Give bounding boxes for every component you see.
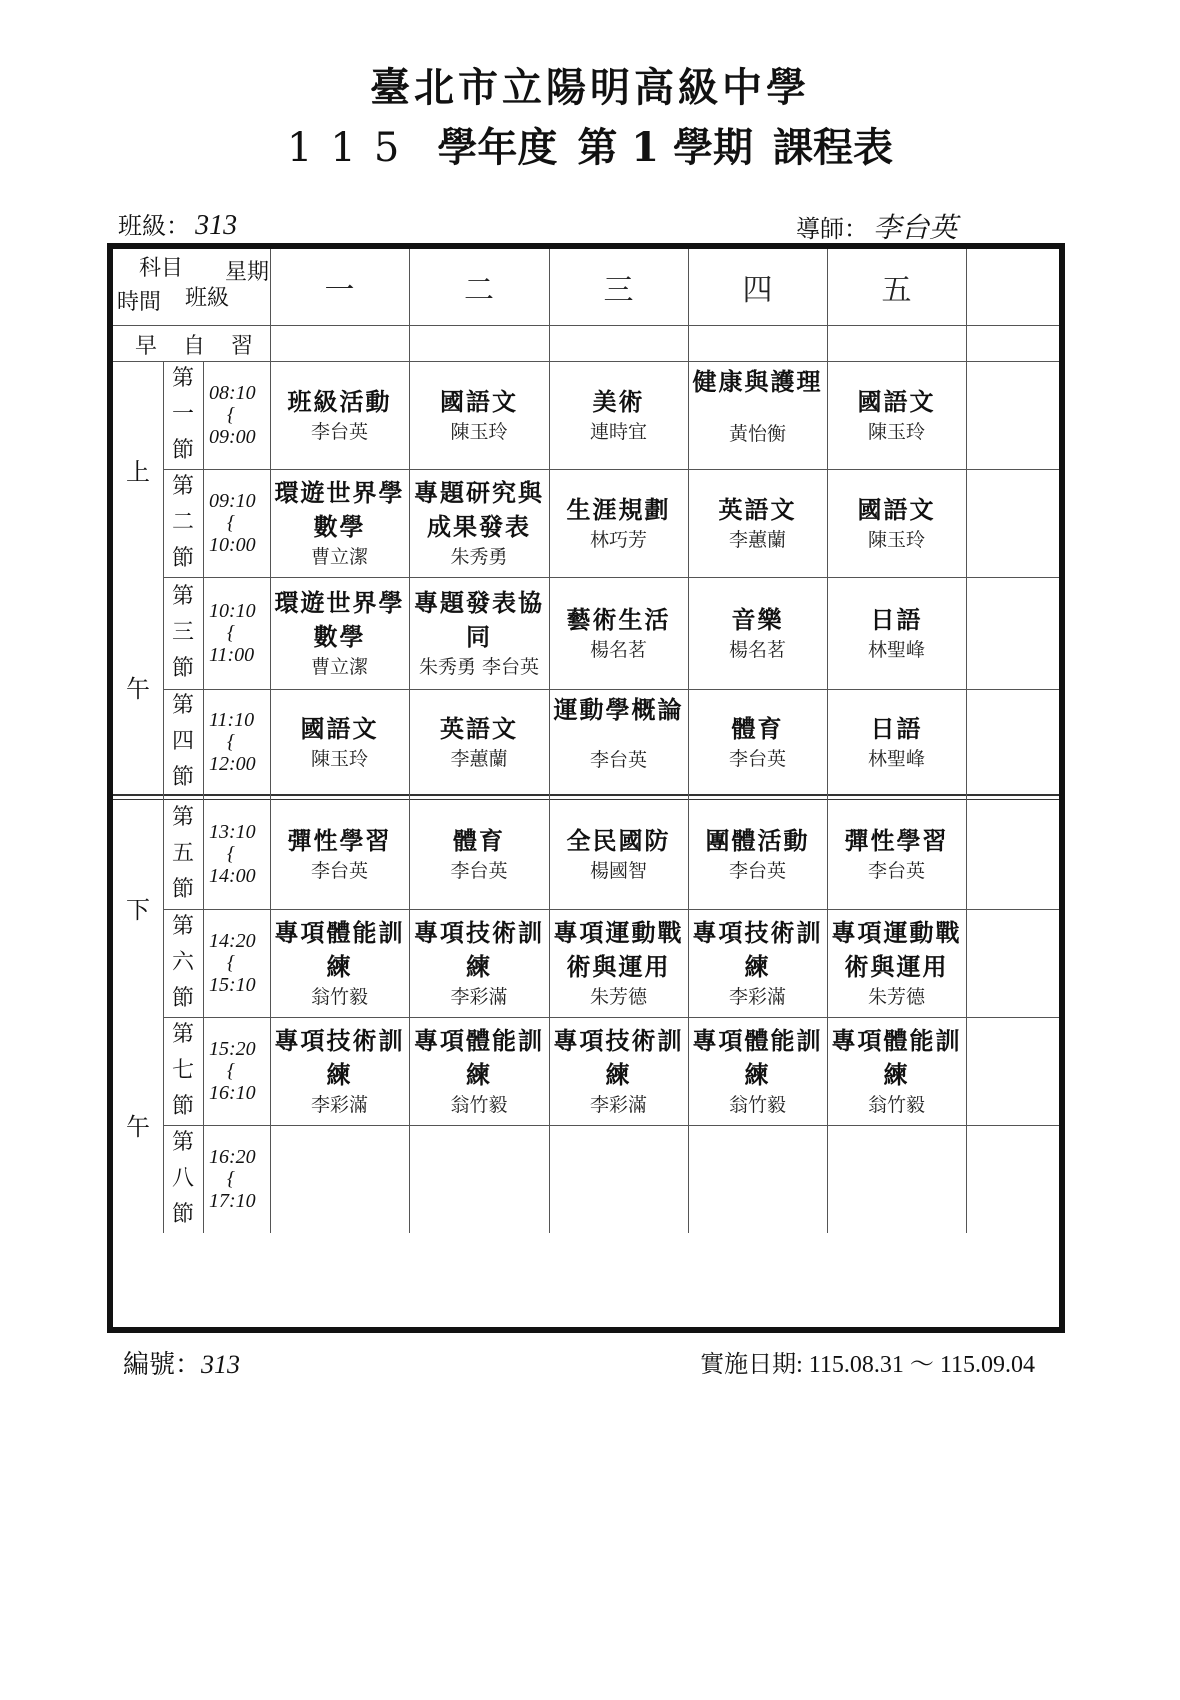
class-cell — [409, 361, 549, 469]
subject-line: 術與運用 — [844, 952, 949, 981]
class-cell — [827, 361, 966, 469]
period-label-char: 第 — [171, 693, 194, 718]
teacher-name: 連時宜 — [589, 421, 647, 443]
subject-line: 術與運用 — [566, 952, 671, 981]
subject-line: 國語文 — [857, 495, 936, 524]
subject-name — [719, 493, 797, 527]
class-cell — [409, 1017, 549, 1125]
morning-half-char-2: 午 — [126, 675, 150, 703]
period-time-separator: { — [227, 404, 235, 426]
period-label-char: 節 — [171, 765, 194, 790]
class-cell — [688, 577, 827, 689]
subject-line: 練 — [883, 1060, 910, 1089]
period-label — [163, 1125, 203, 1233]
afternoon-half-label — [113, 799, 163, 1233]
teacher-name: 李台英 — [310, 421, 368, 443]
corner-header-cell — [113, 249, 277, 325]
class-cell — [827, 909, 966, 1017]
teacher-name: 陳玉玲 — [450, 421, 508, 443]
academic-year: 115 — [286, 125, 418, 171]
period-start-time: 14:20 — [209, 930, 256, 952]
period-time — [203, 799, 270, 909]
subject-line: 藝術生活 — [566, 605, 671, 634]
subject-line: 專項技術訓 — [414, 918, 544, 947]
subject-line: 專項體能訓 — [414, 1026, 544, 1055]
subject-name — [567, 493, 671, 527]
period-label-char: 節 — [171, 656, 194, 681]
day-header-3: 三 — [603, 273, 634, 308]
period-label-char: 第 — [171, 474, 194, 499]
teacher-name: 黃怡衡 — [728, 423, 786, 445]
subject-name — [871, 603, 923, 637]
subject-name — [275, 476, 405, 544]
class-cell — [688, 469, 827, 577]
subject-line: 專項技術訓 — [692, 918, 823, 947]
class-cell — [270, 577, 409, 689]
subject-name — [732, 712, 784, 746]
morning-half-label — [113, 361, 163, 795]
subject-line: 專項體能訓 — [831, 1026, 962, 1055]
grid-vline — [966, 249, 967, 1233]
day-header-5: 五 — [881, 273, 912, 308]
period-start-time: 13:10 — [209, 821, 256, 843]
class-label: 班級： — [118, 212, 190, 240]
class-cell — [549, 469, 688, 577]
teacher-name: 朱秀勇 — [450, 546, 508, 568]
subject-line: 健康與護理 — [692, 367, 823, 396]
teacher-name: 翁竹毅 — [728, 1094, 786, 1116]
subject-line: 日語 — [870, 605, 923, 634]
teacher-name: 李彩滿 — [589, 1094, 647, 1116]
period-start-time: 11:10 — [209, 709, 255, 731]
subject-name — [414, 476, 544, 544]
period-end-time: 17:10 — [209, 1190, 256, 1212]
subject-name — [593, 385, 645, 419]
subject-line: 美術 — [592, 387, 645, 416]
subject-line: 專項技術訓 — [274, 1026, 405, 1055]
teacher-name: 李台英 — [728, 860, 786, 882]
mentor-info — [796, 206, 957, 246]
period-label — [163, 361, 203, 469]
subject-name — [301, 712, 379, 746]
subject-line: 彈性學習 — [287, 826, 392, 855]
period-label-char: 第 — [171, 584, 194, 609]
period-label-char: 第 — [171, 366, 194, 391]
subject-line: 練 — [326, 952, 353, 981]
subject-line: 數學 — [313, 622, 366, 651]
period-end-time: 09:00 — [209, 426, 256, 448]
class-cell — [549, 909, 688, 1017]
class-cell — [688, 1017, 827, 1125]
class-cell — [549, 689, 688, 795]
period-end-time: 11:00 — [209, 644, 255, 666]
period-label — [163, 799, 203, 909]
term-label: 第 1 學期 — [577, 124, 754, 171]
period-label-char: 第 — [171, 914, 194, 939]
subject-name — [275, 586, 405, 654]
effective-date — [700, 1344, 1035, 1379]
teacher-name: 陳玉玲 — [867, 529, 925, 551]
subject-line: 練 — [326, 1060, 353, 1089]
corner-subject: 科目 — [139, 256, 184, 281]
subject-line: 體育 — [731, 714, 784, 743]
period-label-char: 一 — [171, 402, 194, 427]
subject-name — [845, 824, 949, 858]
class-cell — [688, 799, 827, 909]
class-cell — [549, 799, 688, 909]
date-value: 115.08.31 ～ 115.09.04 — [808, 1352, 1035, 1378]
class-cell — [549, 1017, 688, 1125]
period-label-char: 第 — [171, 1022, 194, 1047]
teacher-name: 李蕙蘭 — [728, 529, 786, 551]
period-label-char: 二 — [171, 510, 194, 535]
teacher-name: 李台英 — [310, 860, 368, 882]
subject-line: 團體活動 — [705, 826, 810, 855]
period-label-char: 第 — [171, 805, 194, 830]
class-cell — [270, 469, 409, 577]
period-label-char: 五 — [171, 841, 194, 866]
timetable-title — [0, 116, 1180, 173]
subject-name — [453, 824, 505, 858]
class-cell — [270, 1017, 409, 1125]
teacher-name: 翁竹毅 — [867, 1094, 925, 1116]
teacher-name: 林巧芳 — [589, 529, 647, 551]
period-label-char: 八 — [171, 1166, 194, 1191]
period-start-time: 10:10 — [209, 600, 256, 622]
school-name: 臺北市立陽明高級中學 — [370, 64, 810, 111]
period-start-time: 09:10 — [209, 490, 256, 512]
subject-line: 環遊世界學 — [274, 478, 405, 507]
date-label: 實施日期: — [700, 1352, 803, 1378]
subject-name — [554, 916, 684, 984]
subject-name — [414, 916, 544, 984]
class-cell — [688, 1125, 827, 1233]
subject-line: 專項運動戰 — [831, 918, 962, 947]
subject-line: 練 — [466, 952, 492, 981]
subject-name — [288, 824, 392, 858]
teacher-name: 李台英 — [450, 860, 508, 882]
class-cell — [270, 909, 409, 1017]
teacher-name: 朱秀勇 李台英 — [418, 656, 540, 678]
subject-line: 音樂 — [731, 605, 784, 634]
class-cell — [827, 577, 966, 689]
day-header-2: 二 — [464, 273, 494, 308]
period-time — [203, 689, 270, 795]
subject-name — [832, 916, 962, 984]
subject-line: 運動學概論 — [553, 695, 684, 724]
period-end-time: 15:10 — [209, 974, 256, 996]
teacher-name: 楊名茗 — [728, 639, 786, 661]
period-label-char: 節 — [171, 438, 194, 463]
subject-line: 練 — [466, 1060, 492, 1089]
timetable — [107, 243, 1065, 1333]
period-label-char: 節 — [171, 877, 194, 902]
teacher-name: 李蕙蘭 — [450, 748, 508, 770]
subject-name — [414, 1024, 544, 1092]
period-label-char: 節 — [171, 546, 194, 571]
subject-name — [554, 1024, 684, 1092]
subject-name — [871, 712, 923, 746]
subject-line: 英語文 — [718, 495, 797, 524]
teacher-name: 朱芳德 — [867, 986, 925, 1008]
subject-line: 班級活動 — [287, 387, 392, 416]
class-cell — [688, 909, 827, 1017]
subject-name — [567, 824, 671, 858]
subject-line: 日語 — [870, 714, 923, 743]
number-label: 編號： — [123, 1350, 202, 1380]
period-time — [203, 909, 270, 1017]
class-cell — [549, 361, 688, 469]
period-time — [203, 469, 270, 577]
grid-hline — [113, 325, 1059, 326]
period-time — [203, 1125, 270, 1233]
day-header-4: 四 — [742, 273, 773, 308]
subject-line: 英語文 — [440, 714, 518, 743]
morning-half-char-1: 上 — [126, 458, 150, 486]
teacher-name: 陳玉玲 — [310, 748, 368, 770]
class-cell — [270, 361, 409, 469]
period-label-char: 第 — [171, 1130, 194, 1155]
subject-line: 練 — [744, 1060, 771, 1089]
class-cell — [270, 689, 409, 795]
period-end-time: 10:00 — [209, 534, 256, 556]
mentor-value: 李台英 — [873, 213, 958, 244]
teacher-name: 李台英 — [589, 749, 647, 771]
subject-name — [275, 1024, 405, 1092]
document-number — [123, 1344, 240, 1381]
morning-study-label: 早 自 習 — [134, 333, 255, 359]
subject-line: 數學 — [313, 512, 366, 541]
subject-name — [440, 712, 518, 746]
teacher-name: 楊國智 — [589, 860, 647, 882]
teacher-name: 翁竹毅 — [450, 1094, 508, 1116]
period-end-time: 12:00 — [209, 753, 256, 775]
subject-line: 國語文 — [300, 714, 379, 743]
period-time — [203, 1017, 270, 1125]
period-label — [163, 909, 203, 1017]
subject-name — [693, 365, 823, 399]
teacher-name: 陳玉玲 — [867, 421, 925, 443]
period-time-separator: { — [227, 1168, 235, 1190]
period-time-separator: { — [227, 1060, 235, 1082]
document-title: 課程表 — [773, 124, 894, 171]
teacher-name: 朱芳德 — [589, 986, 647, 1008]
subject-name — [693, 1024, 823, 1092]
subject-name — [414, 586, 544, 654]
subject-name — [706, 824, 810, 858]
subject-line: 全民國防 — [566, 826, 671, 855]
period-label-char: 節 — [171, 1094, 194, 1119]
subject-line: 成果發表 — [427, 512, 531, 541]
subject-line: 專項體能訓 — [274, 918, 405, 947]
period-end-time: 16:10 — [209, 1082, 256, 1104]
class-cell — [409, 909, 549, 1017]
period-label — [163, 1017, 203, 1125]
period-label-char: 節 — [171, 1202, 194, 1227]
subject-name — [732, 603, 784, 637]
class-cell — [827, 469, 966, 577]
academic-year-label: 學年度 — [437, 124, 558, 171]
subject-name — [567, 603, 671, 637]
subject-line: 練 — [605, 1060, 632, 1089]
class-cell — [409, 1125, 549, 1233]
corner-class: 班級 — [185, 286, 230, 311]
subject-name — [693, 916, 823, 984]
class-cell — [827, 799, 966, 909]
period-label — [163, 469, 203, 577]
class-cell — [409, 689, 549, 795]
teacher-name: 李台英 — [728, 748, 786, 770]
subject-line: 專項運動戰 — [553, 918, 684, 947]
teacher-name: 李彩滿 — [450, 986, 508, 1008]
class-cell — [827, 689, 966, 795]
subject-name — [832, 1024, 962, 1092]
mentor-label: 導師： — [796, 215, 868, 243]
subject-name — [275, 916, 405, 984]
class-cell — [549, 577, 688, 689]
period-label-char: 七 — [171, 1058, 194, 1083]
teacher-name: 李彩滿 — [728, 986, 786, 1008]
class-cell — [409, 799, 549, 909]
teacher-name: 曹立潔 — [310, 546, 368, 568]
teacher-name: 李台英 — [867, 860, 925, 882]
class-cell — [827, 1017, 966, 1125]
class-info — [118, 206, 237, 242]
period-time-separator: { — [227, 622, 235, 644]
class-cell — [270, 799, 409, 909]
teacher-name: 楊名茗 — [589, 639, 647, 661]
subject-line: 環遊世界學 — [274, 588, 405, 617]
subject-line: 國語文 — [857, 387, 936, 416]
period-label — [163, 577, 203, 689]
class-cell — [270, 1125, 409, 1233]
period-label-char: 四 — [171, 729, 194, 754]
corner-weekday: 星期 — [225, 260, 270, 285]
teacher-name: 翁竹毅 — [310, 986, 368, 1008]
period-time-separator: { — [227, 843, 235, 865]
subject-line: 彈性學習 — [844, 826, 949, 855]
period-end-time: 14:00 — [209, 865, 256, 887]
subject-line: 專題研究與 — [414, 478, 544, 507]
period-time — [203, 577, 270, 689]
subject-line: 國語文 — [440, 387, 518, 416]
period-start-time: 16:20 — [209, 1146, 256, 1168]
corner-time: 時間 — [117, 290, 162, 315]
subject-name — [858, 493, 936, 527]
period-time-separator: { — [227, 731, 235, 753]
subject-line: 體育 — [453, 826, 505, 855]
class-value: 313 — [195, 210, 238, 241]
period-time-separator: { — [227, 952, 235, 974]
class-cell — [409, 577, 549, 689]
subject-name — [554, 693, 684, 727]
period-time — [203, 361, 270, 469]
subject-line: 專題發表協 — [414, 588, 544, 617]
afternoon-half-char-2: 午 — [126, 1113, 150, 1141]
subject-line: 生涯規劃 — [566, 495, 671, 524]
class-cell — [688, 689, 827, 795]
subject-name — [858, 385, 936, 419]
class-cell — [688, 361, 827, 469]
afternoon-half-char-1: 下 — [126, 896, 150, 924]
period-label-char: 節 — [171, 986, 194, 1011]
subject-name — [288, 385, 392, 419]
period-start-time: 08:10 — [209, 382, 256, 404]
class-cell — [409, 469, 549, 577]
teacher-name: 曹立潔 — [310, 656, 368, 678]
period-label-char: 六 — [171, 950, 194, 975]
number-value: 313 — [201, 1350, 241, 1379]
teacher-name: 林聖峰 — [867, 639, 925, 661]
day-header-1: 一 — [324, 273, 355, 308]
subject-line: 專項體能訓 — [692, 1026, 823, 1055]
period-time-separator: { — [227, 512, 235, 534]
class-cell — [827, 1125, 966, 1233]
period-start-time: 15:20 — [209, 1038, 256, 1060]
subject-name — [440, 385, 518, 419]
teacher-name: 李彩滿 — [310, 1094, 368, 1116]
teacher-name: 林聖峰 — [867, 748, 925, 770]
subject-line: 練 — [744, 952, 771, 981]
period-label-char: 三 — [171, 620, 194, 645]
class-cell — [549, 1125, 688, 1233]
subject-line: 專項技術訓 — [553, 1026, 684, 1055]
period-label — [163, 689, 203, 795]
subject-line: 同 — [466, 622, 492, 651]
